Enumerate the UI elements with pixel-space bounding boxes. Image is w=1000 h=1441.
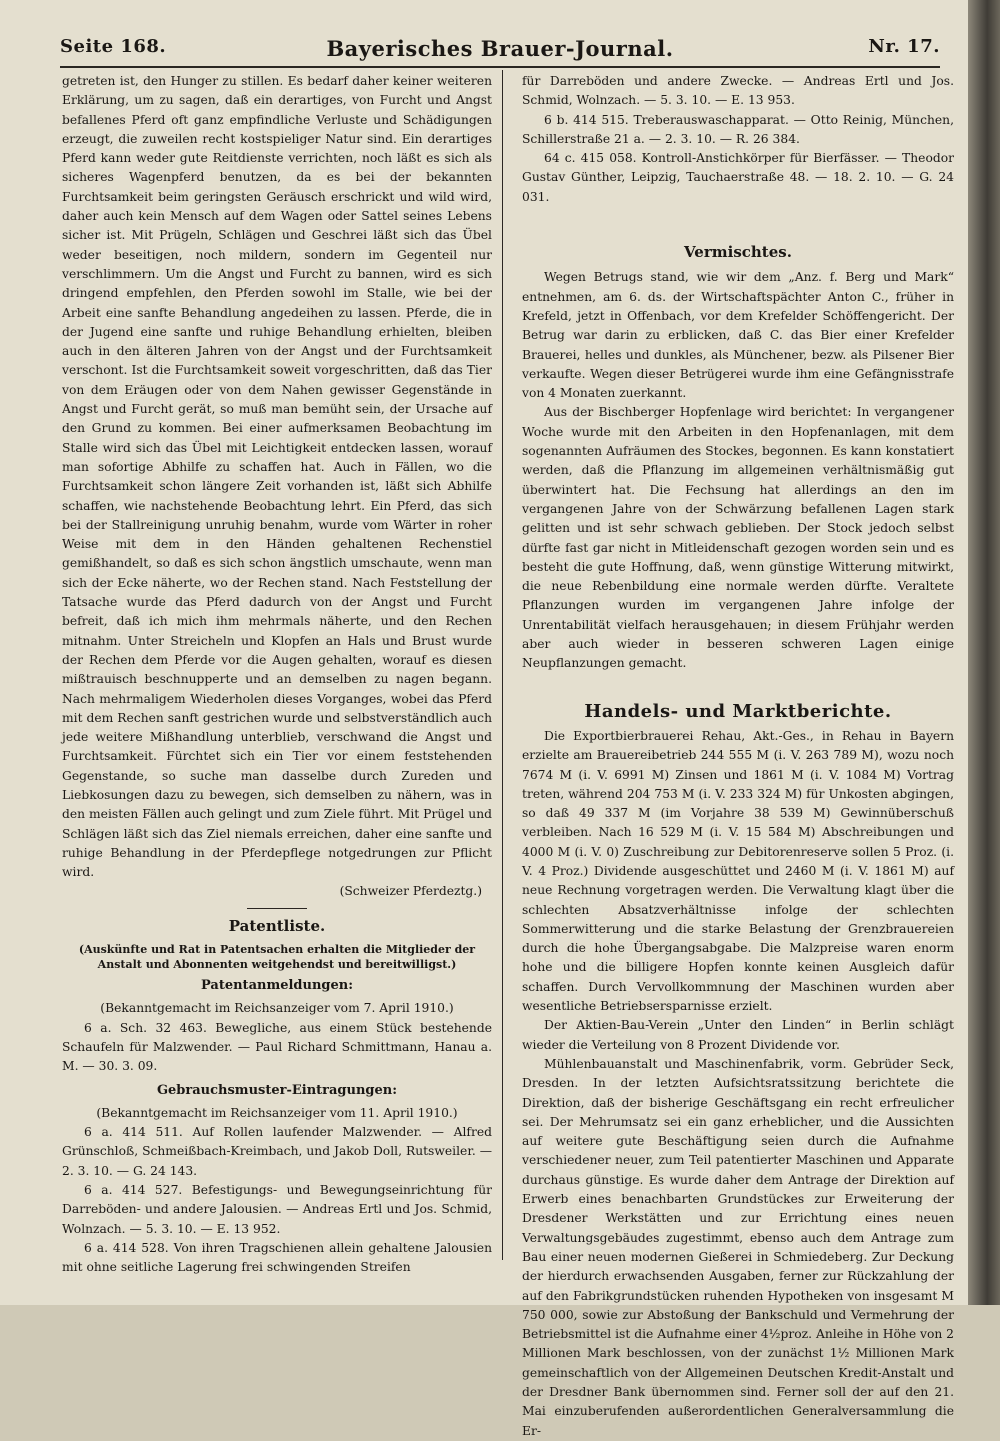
article-text: Aus der Bischberger Hopfenlage wird berichtet: In vergangener Woche wurde mit den Arbeiten in den Hopfenanlagen, mit dem sogenannten Aufräumen des Stockes, begonnen. Es kann konstatiert werden, daß die Pflanzung im allgemeinen verhältnismäßig gut überwintert hat. Die Fechsung hat allerdings an den im vergangenen Jahre von der Schwärzung befallenen Lagen stark gelitten und ist sehr schwach geblieben. Der Stock jedoch selbst dürfte fast gar nicht in Mitleidenschaft gezogen worden sein und es besteht die gute Hoffnung, daß, wenn günstige Witterung mitwirkt, die neue Rebenbildung eine normale werden dürfte. Veraltete Pflanzungen wurden im vergangenen Jahre infolge der Unrentabilität vielfach herausgehauen; in diesem Frühjahr werden aber auch wieder in besseren schweren Lagen einige Neupflanzungen gemacht. [522, 405, 954, 671]
article-text: Die Exportbierbrauerei Rehau, Akt.-Ges., in Rehau in Bayern erzielte am Brauereibetrieb 244 555 M (i. V. 263 789 M), wozu noch 7674 M (i. V. 6991 M) Zinsen und 1861 M (i. V. 1084 M) Vortrag treten, während 204 753 M (i. V. 233 324 M) für Unkosten abgingen, so daß 49 337 M (im Vorjahre 38 539 M) Gewinnüberschuß verbleiben. Nach 16 529 M (i. V. 15 584 M) Abschreibungen und 4000 M (i. V. 0) Zuschreibung zur Debitorenreserve sollen 5 Proz. (i. V. 4 Proz.) Dividende ausgeschüttet und 2460 M (i. V. 1861 M) auf neue Rechnung vorgetragen werden. Die Verwaltung klagt über die schlechten Absatzverhältnisse infolge der schlechten Sommerwitterung und die starke Belastung der Grenzbrauereien durch die hohe Übergangsabgabe. Die Malzpreise waren enorm hohe und die billigere Hopfen konnte keinen Ausgleich dafür schaffen. Durch Vervollkommnung der Maschinen wurden aber wesentliche Betriebsersparnisse erzielt. [522, 728, 954, 1014]
left-column [62, 72, 492, 1278]
patent-entry: 64 c. 415 058. Kontroll-Anstichkörper für Bierfässer. — Theodor Gustav Günther, Leipzig, Tauchaerstraße 48. — 18. 2. 10. — G. 24 031. [522, 151, 954, 204]
gebrauchsmuster-heading: Gebrauchsmuster-Eintragungen: [156, 1082, 398, 1098]
source-signature: (Schweizer Pferdeztg.) [339, 884, 482, 899]
patent-note: (Auskünfte und Rat in Patentsachen erhalten die Mitglieder der Anstalt und Abonnenten weitgehendst und bereitwilligst.) [78, 943, 476, 972]
patent-entry: 6 b. 414 515. Treberauswaschapparat. — Otto Reinig, München, Schillerstraße 21 a. — 2. 3. 10. — R. 26 384. [522, 112, 954, 146]
anmeldungen-notice: (Bekanntgemacht im Reichsanzeiger vom 7. April 1910.) [100, 1001, 454, 1016]
page-header [60, 36, 940, 66]
patent-entry: für Darreböden und andere Zwecke. — Andreas Ertl und Jos. Schmid, Wolnzach. — 5. 3. 10. — E. 13 953. [522, 74, 954, 108]
vermischtes-heading: Vermischtes. [684, 243, 792, 262]
right-column [522, 72, 954, 1441]
gebrauchsmuster-notice: (Bekanntgemacht im Reichsanzeiger vom 11. April 1910.) [96, 1105, 458, 1120]
handel-heading: Handels- und Marktberichte. [584, 700, 892, 722]
article-text: Mühlenbauanstalt und Maschinenfabrik, vorm. Gebrüder Seck, Dresden. In der letzten Aufsichtsratssitzung berichtete die Direktion, daß der bisherige Geschäftsgang ein recht erfreulicher sei. Der Mehrumsatz sei ein ganz erheblicher, und die Aussichten auf weitere gute Beschäftigung seien durch die Aufnahme verschiedener neuer, zum Teil patentierter Maschinen und Apparate durchaus günstige. Es wurde daher dem Antrage der Direktion auf Erwerb eines benachbarten Grundstückes zur Erweiterung der Dresdener Werkstätten und zur Errichtung eines neuen Verwaltungsgebäudes zugestimmt, ebenso auch dem Antrage zum Bau einer neuen modernen Gießerei in Schmiedeberg. Zur Deckung der hierdurch erwachsenden Ausgaben, ferner zur Rückzahlung der auf den Fabrikgrundstücken ruhenden Hypotheken von insgesamt M 750 000, sowie zur Abstoßung der Bankschuld und Vermehrung der Betriebsmittel ist die Aufnahme einer 4½proz. Anleihe in Höhe von 2 Millionen Mark beschlossen, von der zunächst 1½ Millionen Mark gemeinschaftlich von der Allgemeinen Deutschen Kredit-Anstalt und der Dresdner Bank übernommen sind. Ferner soll der auf den 21. Mai einzuberufenden außerordentlichen Generalversammlung die Er- [522, 1056, 955, 1438]
patent-entry: 6 a. 414 528. Von ihren Tragschienen allein gehaltene Jalousien mit ohne seitliche Lagerung frei schwingenden Streifen [62, 1240, 492, 1275]
issue-number: Nr. 17. [868, 36, 940, 57]
book-spine-shadow [968, 0, 1000, 1305]
article-text: getreten ist, den Hunger zu stillen. Es bedarf daher keiner weiteren Erklärung, um zu sagen, daß ein derartiges, von Furcht und Angst befallenes Pferd oft ganz empfindliche Verluste und Schädigungen erzeugt, die zuweilen recht kostspieliger Natur sind. Ein derartiges Pferd kann weder gute Reitdienste verrichten, noch läßt es sich als sicheres Wagenpferd benutzen, da es bei der bekannten Furchtsamkeit beim geringsten Geräusch erschrickt und wild wird, daher auch kein Mensch auf dem Wagen oder Sattel seines Lebens sicher ist. Mit Prügeln, Schlägen und Geschrei läßt sich das Übel weder beseitigen, noch mildern, sondern im Gegenteil nur verschlimmern. Um die Angst und Furcht zu bannen, wird es sich dringend empfehlen, den Pferden sowohl im Stalle, wie bei der Arbeit eine sanfte Behandlung angedeihen zu lassen. Pferde, die in der Jugend eine sanfte und ruhige Behandlung erhielten, bleiben auch in den älteren Jahren von der Angst und der Furchtsamkeit verschont. Ist die Furchtsamkeit soweit vorgeschritten, daß das Tier von dem Eräugen oder von dem Nahen gewisser Gegenstände in Angst und Furcht gerät, so muß man bemüht sein, der Ursache auf den Grund zu kommen. Bei einer aufmerksamen Beobachtung im Stalle wird sich das Übel mit Leichtigkeit entdecken lassen, worauf man sofortige Abhilfe zu schaffen hat. Auch in Fällen, wo die Furchtsamkeit schon längere Zeit vorhanden ist, läßt sich Abhilfe schaffen, wie nachstehende Beobachtung lehrt. Ein Pferd, das sich bei der Stallreinigung unruhig benahm, wurde vom Wärter in roher Weise mit dem in den Händen gehaltenen Rechenstiel gemißhandelt, so daß es sich schon ängstlich umschaute, wenn man sich der Ecke näherte, wo der Rechen stand. Nach Feststellung der Tatsache wurde das Pferd dadurch von der Angst und Furcht befreit, daß ich mich ihm mehrmals näherte, und den Rechen mitnahm. Unter Streicheln und Klopfen an Hals und Brust wurde der Rechen dem Pferde vor die Augen gehalten, worauf es diesen mißtrauisch beschnupperte und an demselben zu nagen begann. Nach mehrmaligem Wiederholen dieses Vorganges, wobei das Pferd mit dem Rechen sanft gestrichen wurde und selbstverständlich auch jede weitere Mißhandlung unterblieb, verschwand die Angst und Furchtsamkeit. Fürchtet sich ein Tier vor einem feststehenden Gegenstande, so suche man dasselbe durch Zureden und Liebkosungen dazu zu bewegen, sich demselben zu nähern, was in den meisten Fällen auch gelingt und zum Ziele führt. Mit Prügel und Schlägen läßt sich das Ziel niemals erreichen, daher eine sanfte und ruhige Behandlung in der Pferdepflege notgedrungen zur Pflicht wird. [62, 74, 492, 880]
patent-entry: 6 a. 414 511. Auf Rollen laufender Malzwender. — Alfred Grünschloß, Schmeißbach-Kreimbach, und Jakob Doll, Rutsweiler. — 2. 3. 10. — G. 24 143. [62, 1125, 492, 1178]
journal-title: Bayerisches Brauer-Journal. [326, 36, 674, 61]
page-number: Seite 168. [60, 36, 167, 57]
patentliste-heading: Patentliste. [228, 916, 326, 935]
header-rule [60, 66, 940, 68]
anmeldungen-heading: Patentanmeldungen: [200, 978, 354, 994]
column-divider [502, 70, 503, 1260]
article-text: Der Aktien-Bau-Verein „Unter den Linden“ in Berlin schlägt wieder die Verteilung von 8 Prozent Dividende vor. [522, 1018, 954, 1052]
patent-entry: 6 a. 414 527. Befestigungs- und Bewegungseinrichtung für Darreböden- und andere Jalousien. — Andreas Ertl und Jos. Schmid, Wolnzach. — 5. 3. 10. — E. 13 952. [62, 1183, 492, 1236]
section-divider [247, 908, 307, 909]
article-text: Wegen Betrugs stand, wie wir dem „Anz. f. Berg und Mark“ entnehmen, am 6. ds. der Wirtschaftspächter Anton C., früher in Krefeld, jetzt in Offenbach, vor dem Krefelder Schöffengericht. Der Betrug war darin zu erblicken, daß C. das Bier einer Krefelder Brauerei, helles und dunkles, als Münchener, bezw. als Pilsener Bier verkaufte. Wegen dieser Betrügerei wurde ihm eine Gefängnisstrafe von 4 Monaten zuerkannt. [522, 270, 954, 401]
patent-entry: 6 a. Sch. 32 463. Bewegliche, aus einem Stück bestehende Schaufeln für Malzwender. — Paul Richard Schmittmann, Hanau a. M. — 30. 3. 09. [62, 1020, 492, 1074]
